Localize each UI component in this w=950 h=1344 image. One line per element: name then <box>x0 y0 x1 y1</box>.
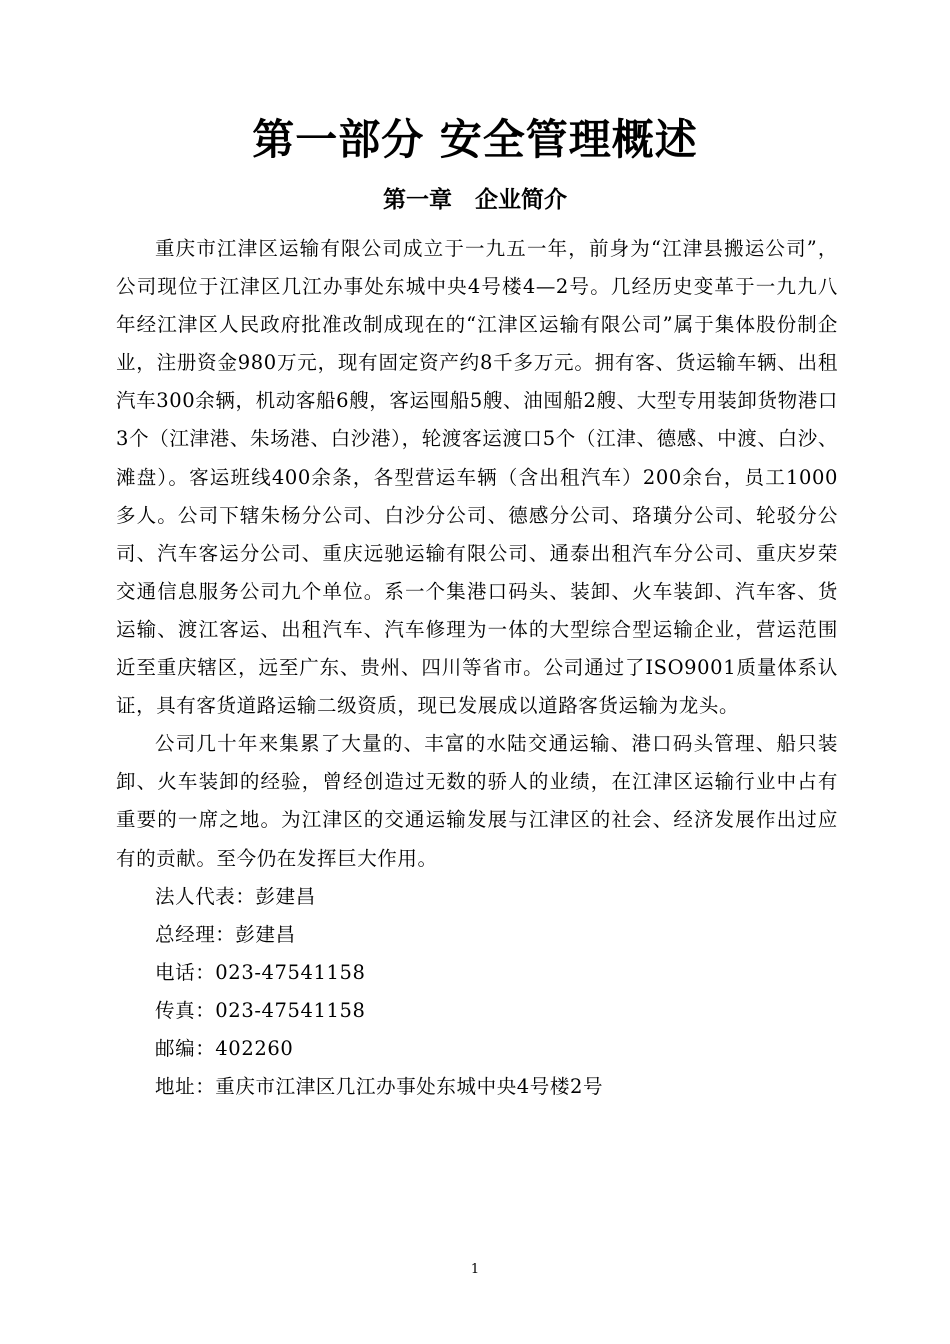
page-number: 1 <box>470 1262 480 1277</box>
intro-paragraph: 重庆市江津区运输有限公司成立于一九五一年，前身为“江津县搬运公司”，公司现位于江津区几江办事处东城中央4号楼4—2号。几经历史变革于一九九八年经江津区人民政府批准改制成现在的“江津区运输有限公司”属于集体股份制企业，注册资金980万元，现有固定资产约8千多万元。拥有客、货运输车辆、出租汽车300余辆，机动客船6艘，客运囤船5艘、油囤船2艘、大型专用装卸货物港口3个（江津港、朱场港、白沙港），轮渡客运渡口5个（江津、德感、中渡、白沙、滩盘）。客运班线400余条，各型营运车辆（含出租汽车）200余台，员工1000多人。公司下辖朱杨分公司、白沙分公司、德感分公司、珞璜分公司、轮驳分公司、汽车客运分公司、重庆远驰运输有限公司、通泰出租汽车分公司、重庆岁荣交通信息服务公司九个单位。系一个集港口码头、装卸、火车装卸、汽车客、货运输、渡江客运、出租汽车、汽车修理为一体的大型综合型运输企业，营运范围近至重庆辖区，远至广东、贵州、四川等省市。公司通过了ISO9001质量体系认证，具有客货道路运输二级资质，现已发展成以道路客货运输为龙头。 <box>116 237 838 718</box>
chapter-title: 第一章 企业简介 <box>383 187 567 213</box>
phone-number: 电话：023-47541158 <box>155 960 366 984</box>
postal-code: 邮编：402260 <box>155 1036 294 1060</box>
legal-representative: 法人代表：彭建昌 <box>155 884 316 908</box>
fax-number: 传真：023-47541158 <box>155 998 366 1022</box>
general-manager: 总经理：彭建昌 <box>155 922 296 946</box>
history-paragraph: 公司几十年来集累了大量的、丰富的水陆交通运输、港口码头管理、船只装卸、火车装卸的经验，曾经创造过无数的骄人的业绩，在江津区运输行业中占有重要的一席之地。为江津区的交通运输发展与江津区的社会、经济发展作出过应有的贡献。至今仍在发挥巨大作用。 <box>116 732 838 870</box>
document-body <box>116 230 838 1106</box>
part-title: 第一部分 安全管理概述 <box>252 115 698 164</box>
company-address: 地址：重庆市江津区几江办事处东城中央4号楼2号 <box>155 1075 604 1099</box>
